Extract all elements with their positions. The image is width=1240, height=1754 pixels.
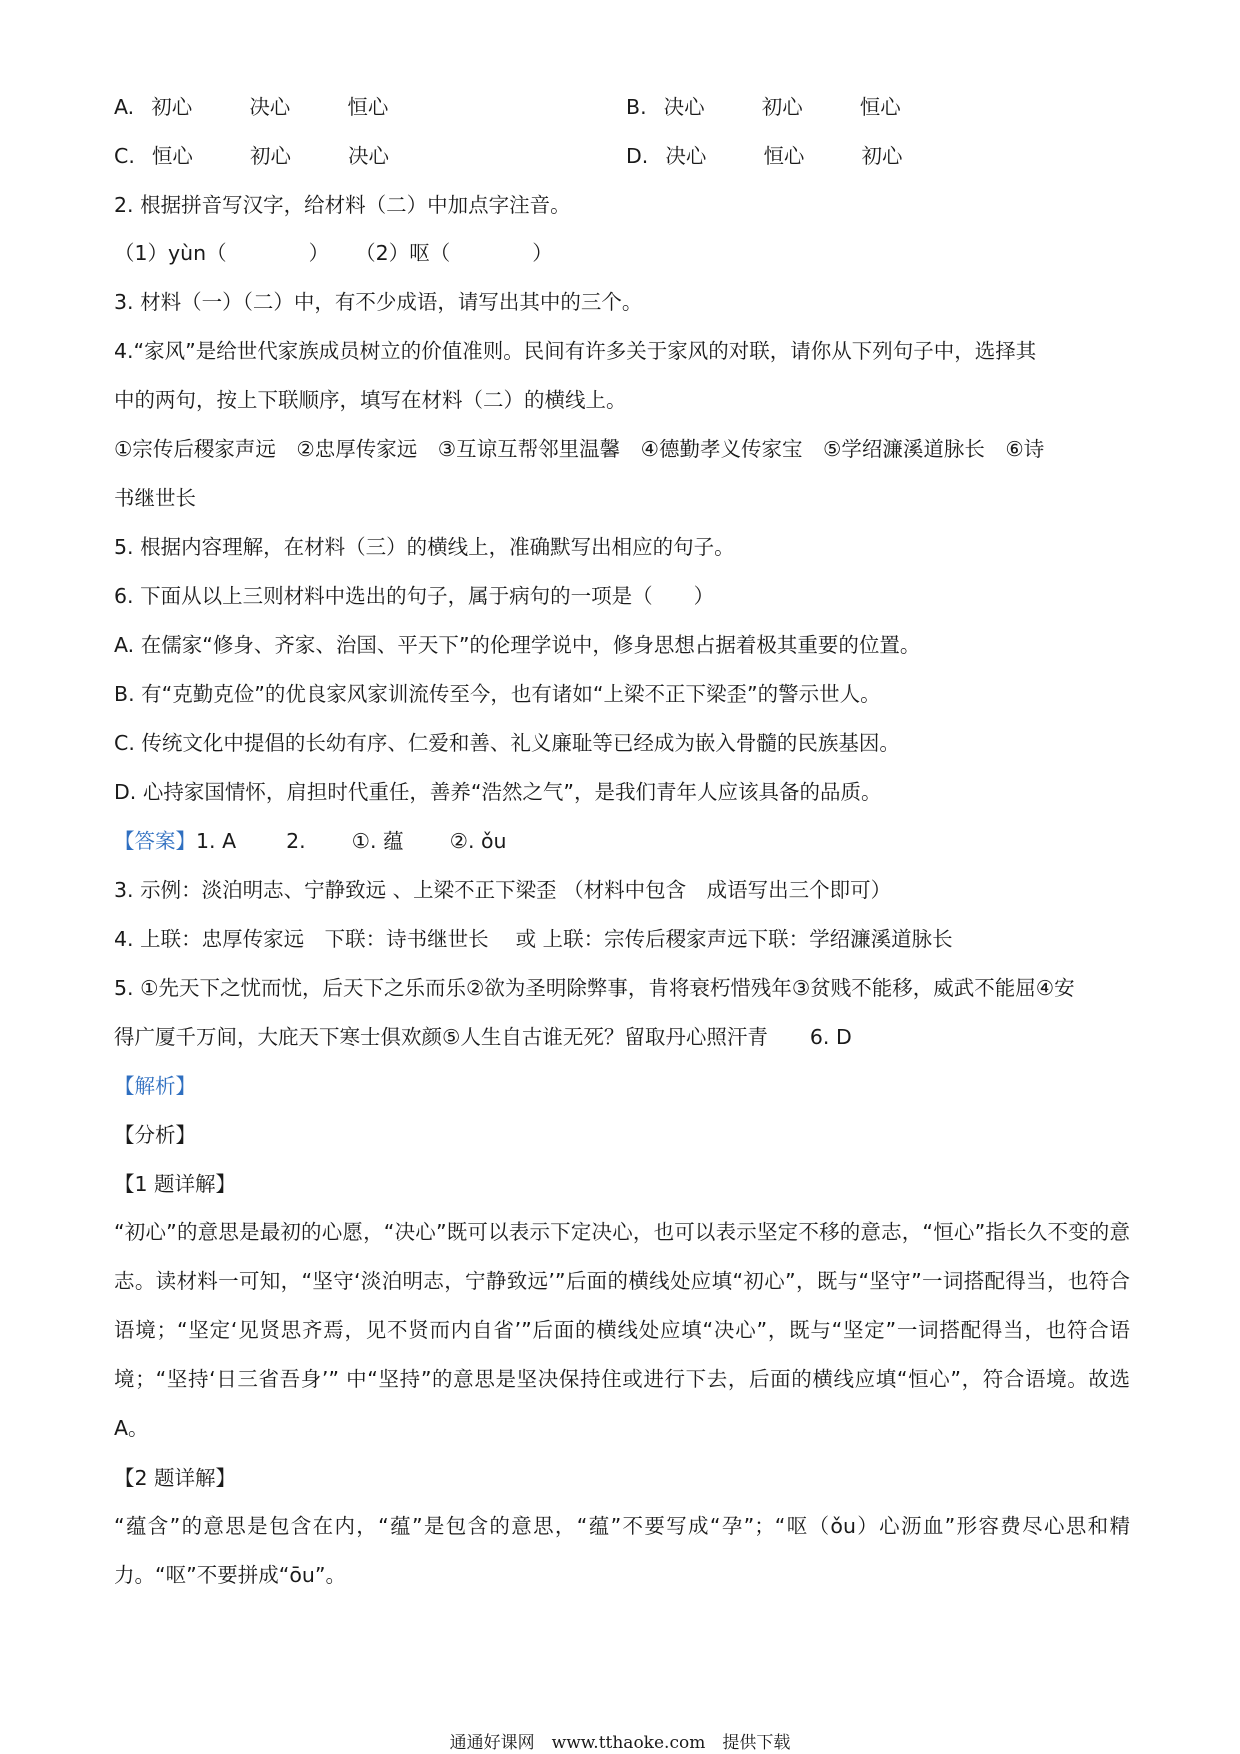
answer-4: 4. 上联：忠厚传家远 下联：诗书继世长 或 上联：宗传后稷家声远下联：学绍濂溪道脉长 — [114, 927, 953, 951]
q1-option-row-cd — [114, 141, 1134, 171]
q2-blanks — [114, 238, 1134, 268]
answer-5-text: 得广厦千万间，大庇天下寒士俱欢颜⑤人生自古谁无死？留取丹心照汗青 — [114, 1025, 768, 1049]
option-word: 初心 — [761, 95, 803, 119]
q2-blank-2: （2）呕（ ） — [355, 241, 553, 265]
answer-6: 6. D — [809, 1025, 852, 1049]
q2-stem: 2. 根据拼音写汉字，给材料（二）中加点字注音。 — [114, 193, 571, 217]
option-word: 恒心 — [859, 95, 901, 119]
option-word: 决心 — [663, 95, 705, 119]
option-word: 决心 — [249, 95, 291, 119]
option-word: 初心 — [861, 144, 903, 168]
option-label: A. — [114, 95, 135, 119]
option-label: D. — [626, 144, 649, 168]
analysis-tag: 【解析】 — [114, 1074, 196, 1098]
q1-option-row-ab — [114, 92, 1134, 122]
option-word: 初心 — [151, 95, 193, 119]
option-word: 恒心 — [151, 144, 193, 168]
answer-5-line2 — [114, 1022, 1134, 1052]
q1-option-a — [114, 92, 614, 122]
answer-2-part2: ②. ǒu — [449, 829, 507, 853]
q1-option-b — [626, 92, 901, 122]
answer-tag: 【答案】 — [114, 829, 196, 853]
answer-2-part1: ①. 蕴 — [351, 829, 404, 853]
option-word: 决心 — [665, 144, 707, 168]
option-label: C. — [114, 144, 135, 168]
page-footer: 通通好课网 www.tthaoke.com 提供下载 — [449, 1733, 791, 1753]
q6-option-a: A. 在儒家“修身、齐家、治国、平天下”的伦理学说中，修身思想占据着极其重要的位置。 — [114, 633, 921, 657]
q3-stem: 3. 材料（一）（二）中，有不少成语，请写出其中的三个。 — [114, 290, 643, 314]
option-label: B. — [626, 95, 647, 119]
detail-2-heading: 【2 题详解】 — [114, 1466, 237, 1490]
analysis-heading: 【分析】 — [114, 1123, 196, 1147]
q4-choices-line2: 书继世长 — [114, 486, 196, 510]
q1-option-d — [626, 141, 903, 171]
q1-option-c — [114, 141, 614, 171]
answer-2-number: 2. — [286, 829, 306, 853]
option-word: 初心 — [249, 144, 291, 168]
detail-1-heading: 【1 题详解】 — [114, 1172, 237, 1196]
option-word: 决心 — [348, 144, 390, 168]
answer-line-1 — [114, 826, 1134, 856]
option-word: 恒心 — [347, 95, 389, 119]
q6-stem: 6. 下面从以上三则材料中选出的句子，属于病句的一项是（ ） — [114, 584, 715, 608]
q6-option-d: D. 心持家国情怀，肩担时代重任，善养“浩然之气”，是我们青年人应该具备的品质。 — [114, 780, 882, 804]
option-word: 恒心 — [763, 144, 805, 168]
q4-choices-line1: ①宗传后稷家声远 ②忠厚传家远 ③互谅互帮邻里温馨 ④德勤孝义传家宝 ⑤学绍濂溪道脉长 ⑥诗 — [114, 437, 1045, 461]
answer-5-line1: 5. ①先天下之忧而忧，后天下之乐而乐②欲为圣明除弊事，肯将衰朽惜残年③贫贱不能移，威武不能屈④安 — [114, 976, 1075, 1000]
q5-stem: 5. 根据内容理解，在材料（三）的横线上，准确默写出相应的句子。 — [114, 535, 735, 559]
detail-2-text: “蕴含”的意思是包含在内，“蕴”是包含的意思，“蕴”不要写成“孕”；“呕（ǒu）心沥血”形容费尽心思和精力。“呕”不要拼成“ōu”。 — [114, 1514, 1130, 1587]
answer-3: 3. 示例：淡泊明志、宁静致远 、上梁不正下梁歪 （材料中包含 成语写出三个即可） — [114, 878, 892, 902]
q4-stem-line1: 4.“家风”是给世代家族成员树立的价值准则。民间有许多关于家风的对联，请你从下列句子中，选择其 — [114, 339, 1037, 363]
q6-option-c: C. 传统文化中提倡的长幼有序、仁爱和善、礼义廉耻等已经成为嵌入骨髓的民族基因。 — [114, 731, 900, 755]
q2-blank-1: （1）yùn（ ） — [114, 241, 330, 265]
detail-1-text: “初心”的意思是最初的心愿，“决心”既可以表示下定决心，也可以表示坚定不移的意志，“恒心”指长久不变的意志。读材料一可知，“坚守‘淡泊明志，宁静致远’”后面的横线处应填“初心”，既与“坚守”一词搭配得当，也符合语境；“坚定‘见贤思齐焉，见不贤而内自省’”后面的横线处应填“决心”，既与“坚定”一词搭配得当，也符合语境；“坚持‘日三省吾身’” 中“坚持”的意思是坚决保持住或进行下去，后面的横线应填“恒心”，符合语境。故选 A。 — [114, 1220, 1130, 1440]
q6-option-b: B. 有“克勤克俭”的优良家风家训流传至今，也有诸如“上梁不正下梁歪”的警示世人。 — [114, 682, 881, 706]
answer-1: 1. A — [196, 829, 237, 853]
q4-stem-line2: 中的两句，按上下联顺序，填写在材料（二）的横线上。 — [114, 388, 627, 412]
